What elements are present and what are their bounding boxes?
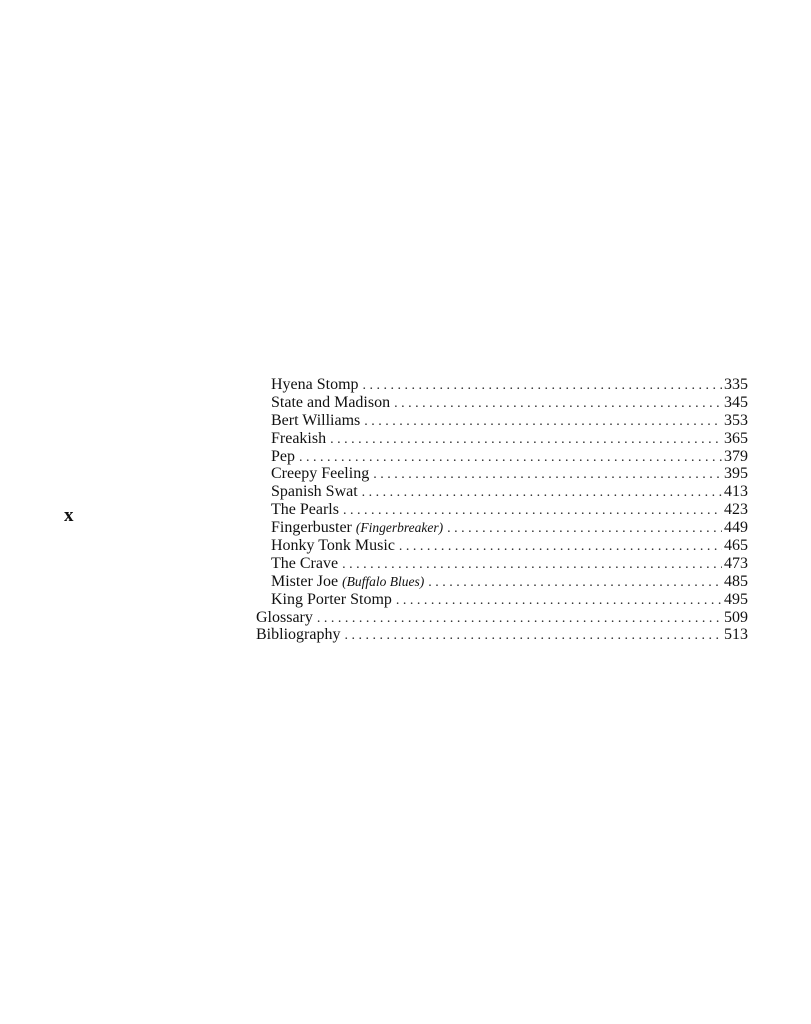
- toc-entry-title: Fingerbuster (Fingerbreaker): [271, 519, 444, 537]
- toc-page-number: 449: [724, 519, 748, 537]
- toc-page-number: 473: [724, 554, 748, 572]
- toc-page-number: 513: [724, 626, 748, 644]
- toc-subentry-the-pearls: [256, 501, 748, 519]
- toc-entry-alt-title: (Buffalo Blues): [342, 573, 425, 589]
- dot-leader: [428, 574, 722, 591]
- toc-entry-bibliography: [256, 626, 748, 644]
- toc-entry-title: Glossary: [256, 608, 313, 626]
- toc-page-number: 413: [724, 483, 748, 501]
- toc-subentry-mister-joe: [256, 573, 748, 591]
- toc-page-number: 495: [724, 590, 748, 608]
- toc-page-number: 465: [724, 537, 748, 555]
- toc-entry-title: Honky Tonk Music: [271, 537, 395, 555]
- toc-page-number: 335: [724, 376, 748, 393]
- toc-subentry-fingerbuster: [256, 519, 748, 537]
- toc-entry-title: Mister Joe (Buffalo Blues): [271, 572, 425, 590]
- toc-subentry-spanish-swat: [256, 483, 748, 501]
- toc-entry-title: The Crave: [271, 554, 339, 572]
- dot-leader: [396, 592, 722, 609]
- dot-leader: [373, 466, 722, 483]
- toc-subentry-king-porter-stomp: [256, 591, 748, 609]
- toc-entry-title: Bert Williams: [271, 411, 361, 429]
- toc-entry-title: State and Madison: [271, 393, 391, 411]
- toc-entry-title: King Porter Stomp: [271, 590, 392, 608]
- dot-leader: [399, 538, 722, 555]
- toc-entry-title: Creepy Feeling: [271, 465, 370, 483]
- toc-entry-alt-title: (Fingerbreaker): [355, 520, 444, 536]
- dot-leader: [299, 449, 722, 466]
- toc-subentry-bert-williams: [256, 412, 748, 430]
- toc-entry-title: Hyena Stomp: [271, 376, 359, 393]
- table-of-contents: [256, 376, 748, 644]
- toc-subentry-the-crave: [256, 555, 748, 573]
- toc-subentry-freakish: [256, 430, 748, 448]
- dot-leader: [343, 502, 722, 519]
- toc-page-number: 353: [724, 411, 748, 429]
- page-number: x: [64, 505, 74, 526]
- dot-leader: [364, 413, 722, 430]
- dot-leader: [344, 627, 722, 644]
- toc-page-number: 485: [724, 572, 748, 590]
- toc-subentry-state-and-madison: [256, 394, 748, 412]
- toc-entry-title: Pep: [271, 447, 295, 465]
- toc-page-number: 379: [724, 447, 748, 465]
- dot-leader: [342, 556, 722, 573]
- toc-entry-title: The Pearls: [271, 501, 339, 519]
- toc-entry-title: Freakish: [271, 429, 327, 447]
- toc-page-number: 395: [724, 465, 748, 483]
- toc-entry-title: Bibliography: [256, 626, 341, 644]
- toc-page-number: 509: [724, 608, 748, 626]
- dot-leader: [330, 431, 722, 448]
- toc-subentry-creepy-feeling: [256, 465, 748, 483]
- toc-subentry-honky-tonk-music: [256, 537, 748, 555]
- toc-entry-glossary: [256, 609, 748, 627]
- toc-page-number: 365: [724, 429, 748, 447]
- toc-subentry-hyena-stomp: [256, 376, 748, 394]
- dot-leader: [317, 610, 722, 627]
- toc-page-number: 423: [724, 501, 748, 519]
- toc-subentry-pep: [256, 448, 748, 466]
- dot-leader: [447, 520, 722, 537]
- dot-leader: [362, 484, 722, 501]
- dot-leader: [363, 377, 722, 394]
- dot-leader: [394, 395, 722, 412]
- toc-page-number: 345: [724, 393, 748, 411]
- toc-entry-title: Spanish Swat: [271, 483, 358, 501]
